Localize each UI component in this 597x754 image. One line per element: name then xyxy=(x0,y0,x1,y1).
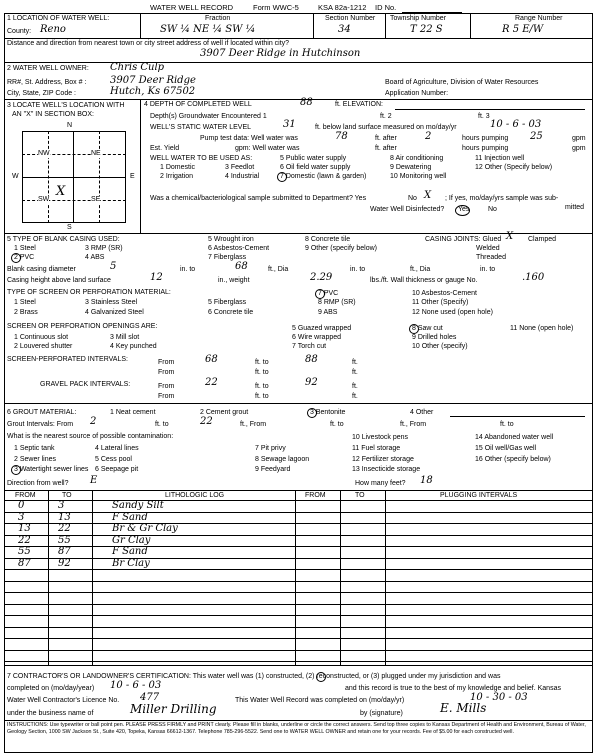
gravel-to-value[interactable]: 92 xyxy=(305,377,318,388)
log-row-line xyxy=(4,523,593,524)
perf-to-label-2: ft. to xyxy=(255,369,269,376)
casing-2[interactable]: 2 PVC xyxy=(14,254,35,261)
contam-7[interactable]: 7 Pit privy xyxy=(255,445,286,452)
open-1[interactable]: 1 Continuous slot xyxy=(14,334,69,341)
gw-3: ft. 3 xyxy=(478,113,490,120)
log-row-line xyxy=(4,558,593,559)
use-2[interactable]: 2 Irrigation xyxy=(160,173,194,180)
log-row-from[interactable]: 87 xyxy=(18,557,31,569)
open-9[interactable]: 9 Drilled holes xyxy=(412,334,457,341)
completed-label: completed on (mo/day/year) xyxy=(7,685,95,692)
open-7[interactable]: 7 Torch cut xyxy=(292,343,327,350)
diam-fdia-2: ft., Dia xyxy=(410,266,431,273)
s2-label: 2 WATER WELL OWNER: xyxy=(7,65,89,72)
county-value[interactable]: Reno xyxy=(40,24,66,35)
log-row-line xyxy=(4,627,593,628)
screen-2[interactable]: 2 Brass xyxy=(14,309,38,316)
grout-to-label: ft. to xyxy=(155,421,169,428)
signature-label: by (signature) xyxy=(360,710,403,717)
yield-gpm: gpm: Well water was xyxy=(235,145,300,152)
diam-label: Blank casing diameter xyxy=(7,266,76,273)
joints-welded[interactable]: Welded xyxy=(476,245,500,252)
casing-2-circle xyxy=(11,253,21,263)
form-number: Form WWC-5 xyxy=(253,3,299,12)
use-8[interactable]: 8 Air conditioning xyxy=(390,155,444,162)
log-row-from[interactable]: 13 xyxy=(18,523,31,534)
location-x-mark[interactable]: X xyxy=(56,184,66,199)
use-5[interactable]: 5 Public water supply xyxy=(280,155,347,162)
compass-e: E xyxy=(130,173,135,180)
license-label: Water Well Contractor's Licence No. xyxy=(7,697,120,704)
s3-label2: AN "X" IN SECTION BOX: xyxy=(12,111,94,118)
pump-gpm[interactable]: 25 xyxy=(530,131,543,142)
record-label: This Water Well Record was completed on (mo/day/yr) xyxy=(235,697,405,704)
log-row-line xyxy=(4,546,593,547)
use-7[interactable]: 7 Domestic (lawn & garden) xyxy=(280,173,367,180)
perf-from-label: From xyxy=(158,359,175,366)
log-row-description[interactable]: F Sand xyxy=(112,511,148,523)
distance-label: Distance and direction from nearest town or city street address of well if located within city? xyxy=(7,40,290,47)
casing-3[interactable]: 3 RMP (SR) xyxy=(85,245,123,252)
contam-3[interactable]: 3 Watertight sewer lines xyxy=(14,466,89,473)
open-8[interactable]: 8 Saw cut xyxy=(412,325,443,332)
wall-label: lbs./ft. Wall thickness or gauge No. xyxy=(370,277,478,284)
log-row-to[interactable]: 87 xyxy=(58,546,71,557)
contam-15[interactable]: 15 Oil well/Gas well xyxy=(475,445,537,452)
casing-9[interactable]: 9 Other (specify below) xyxy=(305,245,377,252)
grout-2[interactable]: 2 Cement grout xyxy=(200,409,249,416)
casing-8[interactable]: 8 Concrete tile xyxy=(305,236,351,243)
quadrant-nw: NW xyxy=(38,150,50,157)
diam-in-to-2: in. to xyxy=(350,266,366,273)
open-11[interactable]: 11 None (open hole) xyxy=(510,325,574,332)
log-row-to[interactable]: 3 xyxy=(58,500,65,511)
contam-12[interactable]: 12 Fertilizer storage xyxy=(352,456,414,463)
log-row-line xyxy=(4,592,593,593)
open-4[interactable]: 4 Key punched xyxy=(110,343,157,350)
screen-7-circle xyxy=(315,289,325,299)
log-row-line xyxy=(4,661,593,662)
city-value[interactable]: Hutch, Ks 67502 xyxy=(110,86,196,97)
open-3[interactable]: 3 Mill slot xyxy=(110,334,140,341)
section-value[interactable]: 34 xyxy=(338,24,351,35)
quadrant-se: SE xyxy=(91,196,101,203)
diam-value[interactable]: 5 xyxy=(110,261,117,272)
contam-4[interactable]: 4 Lateral lines xyxy=(95,445,139,452)
chem-x[interactable]: X xyxy=(424,190,432,201)
log-row-line xyxy=(4,604,593,605)
screen-3[interactable]: 3 Stainless Steel xyxy=(85,299,138,306)
open-10[interactable]: 10 Other (specify) xyxy=(412,343,468,350)
grout-from-value[interactable]: 2 xyxy=(90,416,97,427)
signature-value[interactable]: E. Mills xyxy=(440,701,487,715)
wall-value[interactable]: .160 xyxy=(522,272,545,283)
contam-8[interactable]: 8 Sewage lagoon xyxy=(255,456,310,463)
contam-6[interactable]: 6 Seepage pit xyxy=(95,466,139,473)
completed-value[interactable]: 10 - 6 - 03 xyxy=(110,680,162,691)
direction-value[interactable]: E xyxy=(90,475,98,486)
log-row-description[interactable]: Gr Clay xyxy=(112,534,151,546)
weight-value[interactable]: 2.29 xyxy=(310,272,333,283)
gravel-ft: ft. xyxy=(352,383,358,390)
grout-intervals-label: Grout Intervals: From xyxy=(7,421,74,428)
log-row-from[interactable]: 0 xyxy=(18,500,25,511)
fraction-value[interactable]: SW ¼ NE ¼ SW ¼ xyxy=(160,24,256,35)
joints-x[interactable]: X xyxy=(506,231,514,242)
log-row-line xyxy=(4,638,593,639)
yield-hp: hours pumping xyxy=(462,145,509,152)
log-litho-header: LITHOLOGIC LOG xyxy=(165,492,225,499)
direction-label: Direction from well? xyxy=(7,480,69,487)
log-row-description[interactable]: Sandy Silt xyxy=(112,500,164,511)
grout-1[interactable]: 1 Neat cement xyxy=(110,409,156,416)
perf-to-value[interactable]: 88 xyxy=(305,354,318,365)
grout-ft-from-2: ft., From xyxy=(400,421,427,428)
log-row-line xyxy=(4,615,593,616)
plug-to-header: TO xyxy=(355,492,365,499)
casing-5[interactable]: 5 Wrought iron xyxy=(208,236,254,243)
screen-4[interactable]: 4 Galvanized Steel xyxy=(85,309,144,316)
log-row-from[interactable]: 22 xyxy=(18,534,31,546)
app-no-label: Application Number: xyxy=(385,90,449,97)
log-row-description[interactable]: F Sand xyxy=(112,546,148,557)
s5-label: 5 TYPE OF BLANK CASING USED: xyxy=(7,236,120,243)
plug-header: PLUGGING INTERVALS xyxy=(440,492,518,499)
feet-value[interactable]: 18 xyxy=(420,475,433,486)
contam-2[interactable]: 2 Sewer lines xyxy=(14,456,57,463)
elevation-label: ft. ELEVATION: xyxy=(335,101,383,108)
township-value[interactable]: T 22 S xyxy=(410,24,443,35)
log-row-description[interactable]: Br Clay xyxy=(112,557,150,569)
county-label: County: xyxy=(7,28,32,35)
gpm-label: gpm xyxy=(572,135,586,142)
static-tail: ft. below land surface measured on mo/day/yr xyxy=(315,124,457,131)
disinfected-no[interactable]: No xyxy=(488,206,497,213)
open-label: SCREEN OR PERFORATION OPENINGS ARE: xyxy=(7,323,158,330)
static-value[interactable]: 31 xyxy=(283,119,296,130)
yield-after: ft. after xyxy=(375,145,397,152)
screen-8[interactable]: 8 RMP (SR) xyxy=(318,299,356,306)
gravel-from-value[interactable]: 22 xyxy=(205,377,218,388)
cert-line1: 7 CONTRACTOR'S OR LANDOWNER'S CERTIFICATION: This water well was (1) constructed, (2) reconstructed, or (3) plugged under my jurisdiction and was xyxy=(7,673,501,680)
yield-gpm-unit: gpm xyxy=(572,145,586,152)
license-value[interactable]: 477 xyxy=(140,692,160,703)
diam-to-label: in. to xyxy=(180,266,196,273)
owner-value[interactable]: Chris Culp xyxy=(110,62,165,73)
s3-label: 3 LOCATE WELL'S LOCATION WITH xyxy=(7,102,125,109)
screen-6[interactable]: 6 Concrete tile xyxy=(208,309,254,316)
screen-9[interactable]: 9 ABS xyxy=(318,309,338,316)
use-7-circle xyxy=(277,172,287,182)
business-label: under the business name of xyxy=(7,710,94,717)
static-label: WELL'S STATIC WATER LEVEL xyxy=(150,124,252,131)
contam-11[interactable]: 11 Fuel storage xyxy=(352,445,401,452)
completed-tail: and this record is true to the best of my knowledge and belief. Kansas xyxy=(345,685,561,692)
log-row-line xyxy=(4,569,593,570)
ht-value[interactable]: 12 xyxy=(150,272,163,283)
use-12[interactable]: 12 Other (Specify below) xyxy=(475,164,553,171)
grout-to-label-2: ft. to xyxy=(330,421,344,428)
log-row-to[interactable]: 55 xyxy=(58,534,71,546)
casing-1[interactable]: 1 Steel xyxy=(14,245,36,252)
screen-11[interactable]: 11 Other (Specify) xyxy=(412,299,469,306)
grout-ft-from: ft., From xyxy=(240,421,267,428)
quadrant-sw: SW xyxy=(38,196,50,203)
log-row-from[interactable]: 3 xyxy=(18,511,25,523)
city-label: City, State, ZIP Code : xyxy=(7,90,76,97)
use-4[interactable]: 4 Industrial xyxy=(225,173,260,180)
address-value[interactable]: 3907 Deer Ridge xyxy=(110,75,196,86)
weight-label: in., weight xyxy=(218,277,250,284)
ksa-ref: KSA 82a-1212 xyxy=(318,3,367,12)
log-row-line xyxy=(4,581,593,582)
contam-9[interactable]: 9 Feedyard xyxy=(255,466,291,473)
perf-label: SCREEN-PERFORATED INTERVALS: xyxy=(7,356,128,363)
grout-to-label-3: ft. to xyxy=(500,421,514,428)
screen-12[interactable]: 12 None used (open hole) xyxy=(412,309,493,316)
log-row-description[interactable]: Br & Gr Clay xyxy=(112,523,178,534)
constructed-circle xyxy=(316,672,326,682)
rr-label: RR#, St. Address, Box # : xyxy=(7,79,87,86)
gravel-from-label-2: From xyxy=(158,393,175,400)
open-6[interactable]: 6 Wire wrapped xyxy=(292,334,342,341)
township-label: Township Number xyxy=(390,15,447,22)
pump-after: ft. after xyxy=(375,135,397,142)
gravel-to-label-2: ft. to xyxy=(255,393,269,400)
chem-tail: ; If yes, mo/day/yrs sample was sub- xyxy=(445,195,559,202)
gravel-to-label: ft. to xyxy=(255,383,269,390)
perf-from-label-2: From xyxy=(158,369,175,376)
screen-5[interactable]: 5 Fiberglass xyxy=(208,299,247,306)
casing-6[interactable]: 6 Asbestos-Cement xyxy=(208,245,270,252)
instructions-text: INSTRUCTIONS: Use typewriter or ball point pen. PLEASE PRESS FIRMLY and PRINT clearly. Please fill in blanks, underline or circle the correct answers. Send top three copies to Kansas Department of Health and Environment, Bureau of Water, Geology Section, 1000 SW Jackson St., Suite 420, Topeka, Kansas 66612-1367. Telephone 785-296-5522. Send one to WATER WELL OWNER and retain one for your records. Fee of $5.00 for each constructed well. xyxy=(7,722,586,735)
contam-16[interactable]: 16 Other (specify below) xyxy=(475,456,551,463)
diam-in-to-3: in. to xyxy=(480,266,496,273)
screen-label: TYPE OF SCREEN OR PERFORATION MATERIAL: xyxy=(7,289,171,296)
disinfected-yes-circle xyxy=(455,205,470,216)
log-row-to[interactable]: 22 xyxy=(58,523,71,534)
compass-n: N xyxy=(67,122,73,129)
depth-value[interactable]: 88 xyxy=(300,97,313,108)
use-1[interactable]: 1 Domestic xyxy=(160,164,196,171)
board-label: Board of Agriculture, Division of Water Resources xyxy=(385,79,539,86)
range-value[interactable]: R 5 E/W xyxy=(502,24,544,35)
gravel-from-label: From xyxy=(158,383,175,390)
distance-value[interactable]: 3907 Deer Ridge in Hutchinson xyxy=(200,48,361,59)
chem-label: Was a chemical/bacteriological sample submitted to Department? Yes xyxy=(150,195,367,202)
business-value[interactable]: Miller Drilling xyxy=(130,702,217,716)
grout-3-circle xyxy=(307,408,317,418)
quadrant-ne: NE xyxy=(91,150,101,157)
chem-mitted: mitted xyxy=(565,204,585,211)
form-title: WATER WELL RECORD xyxy=(150,3,234,12)
log-row-line xyxy=(4,650,593,651)
perf-ft-2: ft. xyxy=(352,369,358,376)
grout-4[interactable]: 4 Other xyxy=(410,409,434,416)
pump-hp: hours pumping xyxy=(462,135,509,142)
plug-from-header: FROM xyxy=(305,492,326,499)
gw-2: ft. 2 xyxy=(380,113,392,120)
casing-4[interactable]: 4 ABS xyxy=(85,254,105,261)
compass-s: S xyxy=(67,224,72,231)
fraction-label: Fraction xyxy=(205,15,231,22)
pump-label: Pump test data: Well water was xyxy=(200,135,298,142)
disinfected-label: Water Well Disinfected? xyxy=(370,206,445,213)
use-11[interactable]: 11 Injection well xyxy=(475,155,525,162)
perf-from-value[interactable]: 68 xyxy=(205,354,218,365)
log-row-line xyxy=(4,535,593,536)
log-row-line xyxy=(4,512,593,513)
diam-fdia: ft., Dia xyxy=(268,266,289,273)
grout-to-value[interactable]: 22 xyxy=(200,416,213,427)
depth-label: 4 DEPTH OF COMPLETED WELL xyxy=(144,101,252,108)
contam-3-circle xyxy=(11,465,21,475)
contam-label: What is the nearest source of possible contamination: xyxy=(7,433,174,440)
pump-hours[interactable]: 2 xyxy=(425,131,432,142)
open-2[interactable]: 2 Louvered shutter xyxy=(14,343,73,350)
compass-w: W xyxy=(12,173,19,180)
record-date[interactable]: 10 - 30 - 03 xyxy=(470,692,528,703)
casing-7[interactable]: 7 Fiberglass xyxy=(208,254,247,261)
use-10[interactable]: 10 Monitoring well xyxy=(390,173,447,180)
contam-1[interactable]: 1 Septic tank xyxy=(14,445,55,452)
pump-ft[interactable]: 78 xyxy=(335,131,348,142)
log-to-header: TO xyxy=(62,492,72,499)
gw-label: Depth(s) Groundwater Encountered 1 xyxy=(150,113,267,120)
s1-label: 1 LOCATION OF WATER WELL: xyxy=(7,15,110,22)
contam-10[interactable]: 10 Livestock pens xyxy=(352,434,409,441)
static-date[interactable]: 10 - 6 - 03 xyxy=(490,119,542,130)
screen-10[interactable]: 10 Asbestos-Cement xyxy=(412,290,477,297)
joints-threaded[interactable]: Threaded xyxy=(476,254,506,261)
s6-label: 6 GROUT MATERIAL: xyxy=(7,409,77,416)
gravel-ft-2: ft. xyxy=(352,393,358,400)
log-row-to[interactable]: 92 xyxy=(58,557,71,569)
screen-7[interactable]: 7 PVC xyxy=(318,290,339,297)
perf-to-label: ft. to xyxy=(255,359,269,366)
perf-ft: ft. xyxy=(352,359,358,366)
chem-no[interactable]: No xyxy=(408,195,417,202)
disinfected-yes[interactable]: Yes xyxy=(458,206,470,213)
grout-3[interactable]: 3 Bentonite xyxy=(310,409,346,416)
contam-13[interactable]: 13 Insecticide storage xyxy=(352,466,421,473)
id-no-label: ID No. xyxy=(375,3,397,12)
log-row-from[interactable]: 55 xyxy=(18,546,31,557)
open-8-circle xyxy=(409,324,419,334)
range-label: Range Number xyxy=(515,15,563,22)
gravel-label: GRAVEL PACK INTERVALS: xyxy=(40,381,131,388)
joints-label: CASING JOINTS: Glued xyxy=(425,236,502,243)
feet-label: How many feet? xyxy=(355,480,406,487)
use-9[interactable]: 9 Dewatering xyxy=(390,164,432,171)
log-from-header: FROM xyxy=(15,492,36,499)
screen-1[interactable]: 1 Steel xyxy=(14,299,36,306)
use-3[interactable]: 3 Feedlot xyxy=(225,164,255,171)
contam-14[interactable]: 14 Abandoned water well xyxy=(475,434,554,441)
joints-clamped[interactable]: Clamped xyxy=(528,236,557,243)
yield-label: Est. Yield xyxy=(150,145,180,152)
use-6[interactable]: 6 Oil field water supply xyxy=(280,164,351,171)
use-label: WELL WATER TO BE USED AS: xyxy=(150,155,253,162)
section-label: Section Number xyxy=(325,15,376,22)
ht-label: Casing height above land surface xyxy=(7,277,111,284)
log-row-to[interactable]: 13 xyxy=(58,511,71,523)
diam-to-value[interactable]: 68 xyxy=(235,261,248,272)
contam-5[interactable]: 5 Cess pool xyxy=(95,456,132,463)
open-5[interactable]: 5 Guazed wrapped xyxy=(292,325,352,332)
